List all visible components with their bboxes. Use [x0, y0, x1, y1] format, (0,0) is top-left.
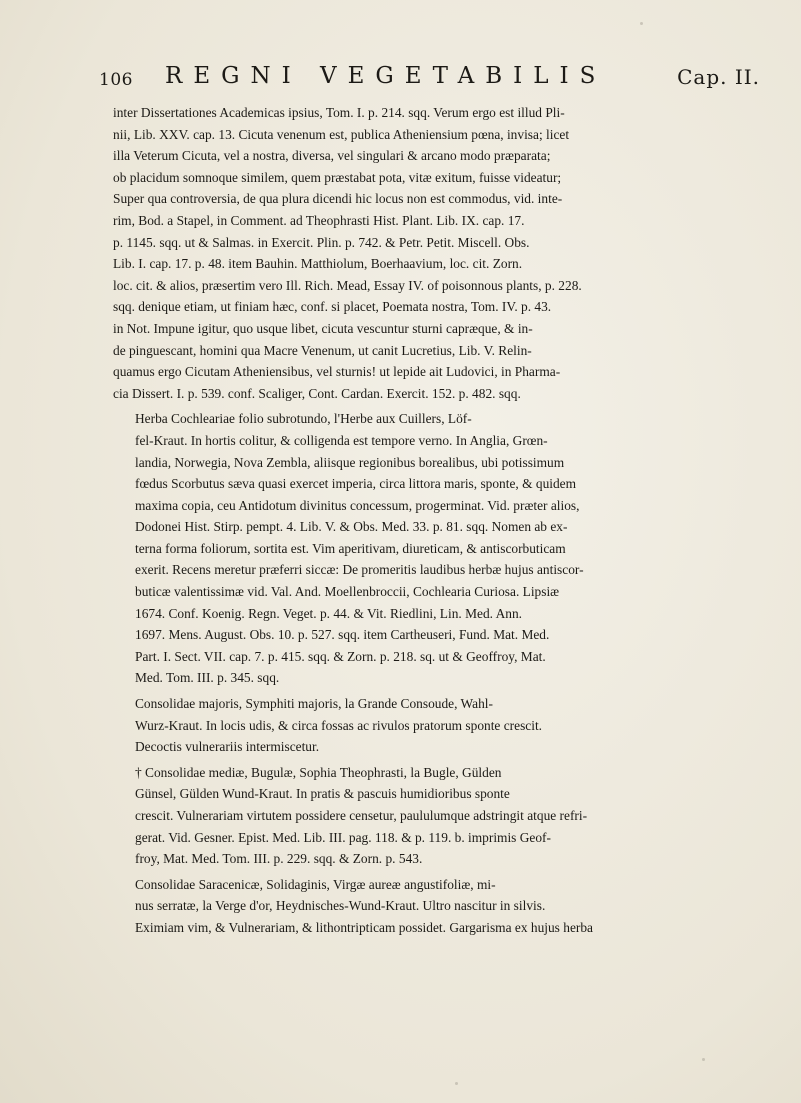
text-line: fel-Kraut. In hortis colitur, & colligenda est tempore verno. In Anglia, Grœn- [135, 432, 548, 448]
text-line: Consolidae Saracenicæ, Solidaginis, Virgæ aureæ angustifoliæ, mi- [135, 876, 496, 892]
text-line: ob placidum somnoque similem, quem præstabat pota, vitæ exitum, fuisse videatur; [113, 169, 562, 185]
paragraph-p3 [113, 693, 763, 758]
text-line: 1697. Mens. August. Obs. 10. p. 527. sqq. item Cartheuseri, Fund. Mat. Med. [135, 627, 550, 643]
paragraph-p5 [113, 874, 763, 939]
text-line: illa Veterum Cicuta, vel a nostra, diversa, vel singulari & arcano modo præparata; [113, 148, 551, 164]
text-line: terna forma foliorum, sortita est. Vim aperitivam, diureticam, & antiscorbuticam [135, 540, 566, 556]
text-line: inter Dissertationes Academicas ipsius, Tom. I. p. 214. sqq. Verum ergo est illud Pli- [113, 105, 565, 120]
page-header [95, 58, 760, 98]
text-line: crescit. Vulnerariam virtutem possidere censetur, paululumque adstringit atque refri- [135, 808, 588, 823]
text-line: Eximiam vim, & Vulnerariam, & lithontripticam possidet. Gargarisma ex hujus herba [135, 919, 593, 935]
text-line: rim, Bod. a Stapel, in Comment. ad Theophrasti Hist. Plant. Lib. IX. cap. 17. [113, 212, 525, 228]
text-line: quamus ergo Cicutam Atheniensibus, vel sturnis! ut lepide ait Ludovici, in Pharma- [113, 364, 561, 380]
text-line: sqq. denique etiam, ut finiam hæc, conf. si placet, Poemata nostra, Tom. IV. p. 43. [113, 299, 552, 315]
paper-speck [702, 1058, 705, 1061]
paragraph-p4 [113, 762, 763, 870]
text-line: Decoctis vulnerariis intermiscetur. [135, 739, 320, 755]
text-line: 1674. Conf. Koenig. Regn. Veget. p. 44. & Vit. Riedlini, Lin. Med. Ann. [135, 605, 523, 621]
text-line: landia, Norwegia, Nova Zembla, aliisque regionibus borealibus, ubi potissimum [135, 454, 565, 470]
text-line: Dodonei Hist. Stirp. pempt. 4. Lib. V. & Obs. Med. 33. p. 81. sqq. Nomen ab ex- [135, 519, 568, 535]
text-line: Wurz-Kraut. In locis udis, & circa fossas ac rivulos pratorum sponte crescit. [135, 717, 543, 733]
paragraph-p2 [113, 408, 763, 689]
text-line: buticæ valentissimæ vid. Val. And. Moellenbroccii, Cochlearia Curiosa. Lipsiæ [135, 584, 560, 600]
text-line: Super qua controversia, de qua plura dicendi hic locus non est commodus, vid. inte- [113, 191, 563, 207]
text-line: nii, Lib. XXV. cap. 13. Cicuta venenum est, publica Atheniensium pœna, invisa; licet [113, 126, 570, 142]
text-line: Part. I. Sect. VII. cap. 7. p. 415. sqq. & Zorn. p. 218. sq. ut & Geoffroy, Mat. [135, 648, 546, 664]
text-line: in Not. Impune igitur, quo usque libet, cicuta vescuntur sturni capræque, & in- [113, 320, 533, 336]
paragraph-p1 [113, 102, 763, 404]
text-line: Lib. I. cap. 17. p. 48. item Bauhin. Matthiolum, Boerhaavium, loc. cit. Zorn. [113, 256, 523, 272]
running-title: REGNI VEGETABILIS [165, 63, 607, 89]
text-line: Med. Tom. III. p. 345. sqq. [135, 670, 280, 686]
text-line: † Consolidae mediæ, Bugulæ, Sophia Theophrasti, la Bugle, Gülden [135, 764, 502, 780]
text-line: exerit. Recens meretur præferri siccæ: De promeritis laudibus herbæ hujus antiscor- [135, 562, 584, 578]
text-line: fœdus Scorbutus sæva quasi exercet imperia, circa littora maris, sponte, & quidem [135, 476, 577, 492]
text-line: de pinguescant, homini qua Macre Venenum, ut canit Lucretius, Lib. V. Relin- [113, 342, 532, 358]
chapter-label: Cap. II. [677, 65, 760, 89]
paper-speck [640, 22, 643, 25]
paper-speck [455, 1082, 458, 1085]
text-line: nus serratæ, la Verge d'or, Heydnisches-Wund-Kraut. Ultro nascitur in silvis. [135, 898, 546, 914]
text-line: Günsel, Gülden Wund-Kraut. In pratis & pascuis humidioribus sponte [135, 786, 510, 802]
text-line: gerat. Vid. Gesner. Epist. Med. Lib. III. pag. 118. & p. 119. b. imprimis Geof- [135, 829, 551, 845]
body-text [113, 102, 763, 939]
text-line: loc. cit. & alios, præsertim vero Ill. Rich. Mead, Essay IV. of poisonnous plants, p. 228. [113, 277, 582, 293]
text-line: froy, Mat. Med. Tom. III. p. 229. sqq. & Zorn. p. 543. [135, 851, 423, 867]
text-line: cia Dissert. I. p. 539. conf. Scaliger, Cont. Cardan. Exercit. 152. p. 482. sqq. [113, 385, 521, 401]
page-number: 106 [99, 70, 133, 90]
text-line: Consolidae majoris, Symphiti majoris, la Grande Consoude, Wahl- [135, 696, 493, 712]
text-line: p. 1145. sqq. ut & Salmas. in Exercit. Plin. p. 742. & Petr. Petit. Miscell. Obs. [113, 234, 530, 250]
text-line: maxima copia, ceu Antidotum divinitus concessum, progerminat. Vid. præter alios, [135, 497, 580, 513]
text-line: Herba Cochleariae folio subrotundo, l'Herbe aux Cuillers, Löf- [135, 411, 472, 427]
